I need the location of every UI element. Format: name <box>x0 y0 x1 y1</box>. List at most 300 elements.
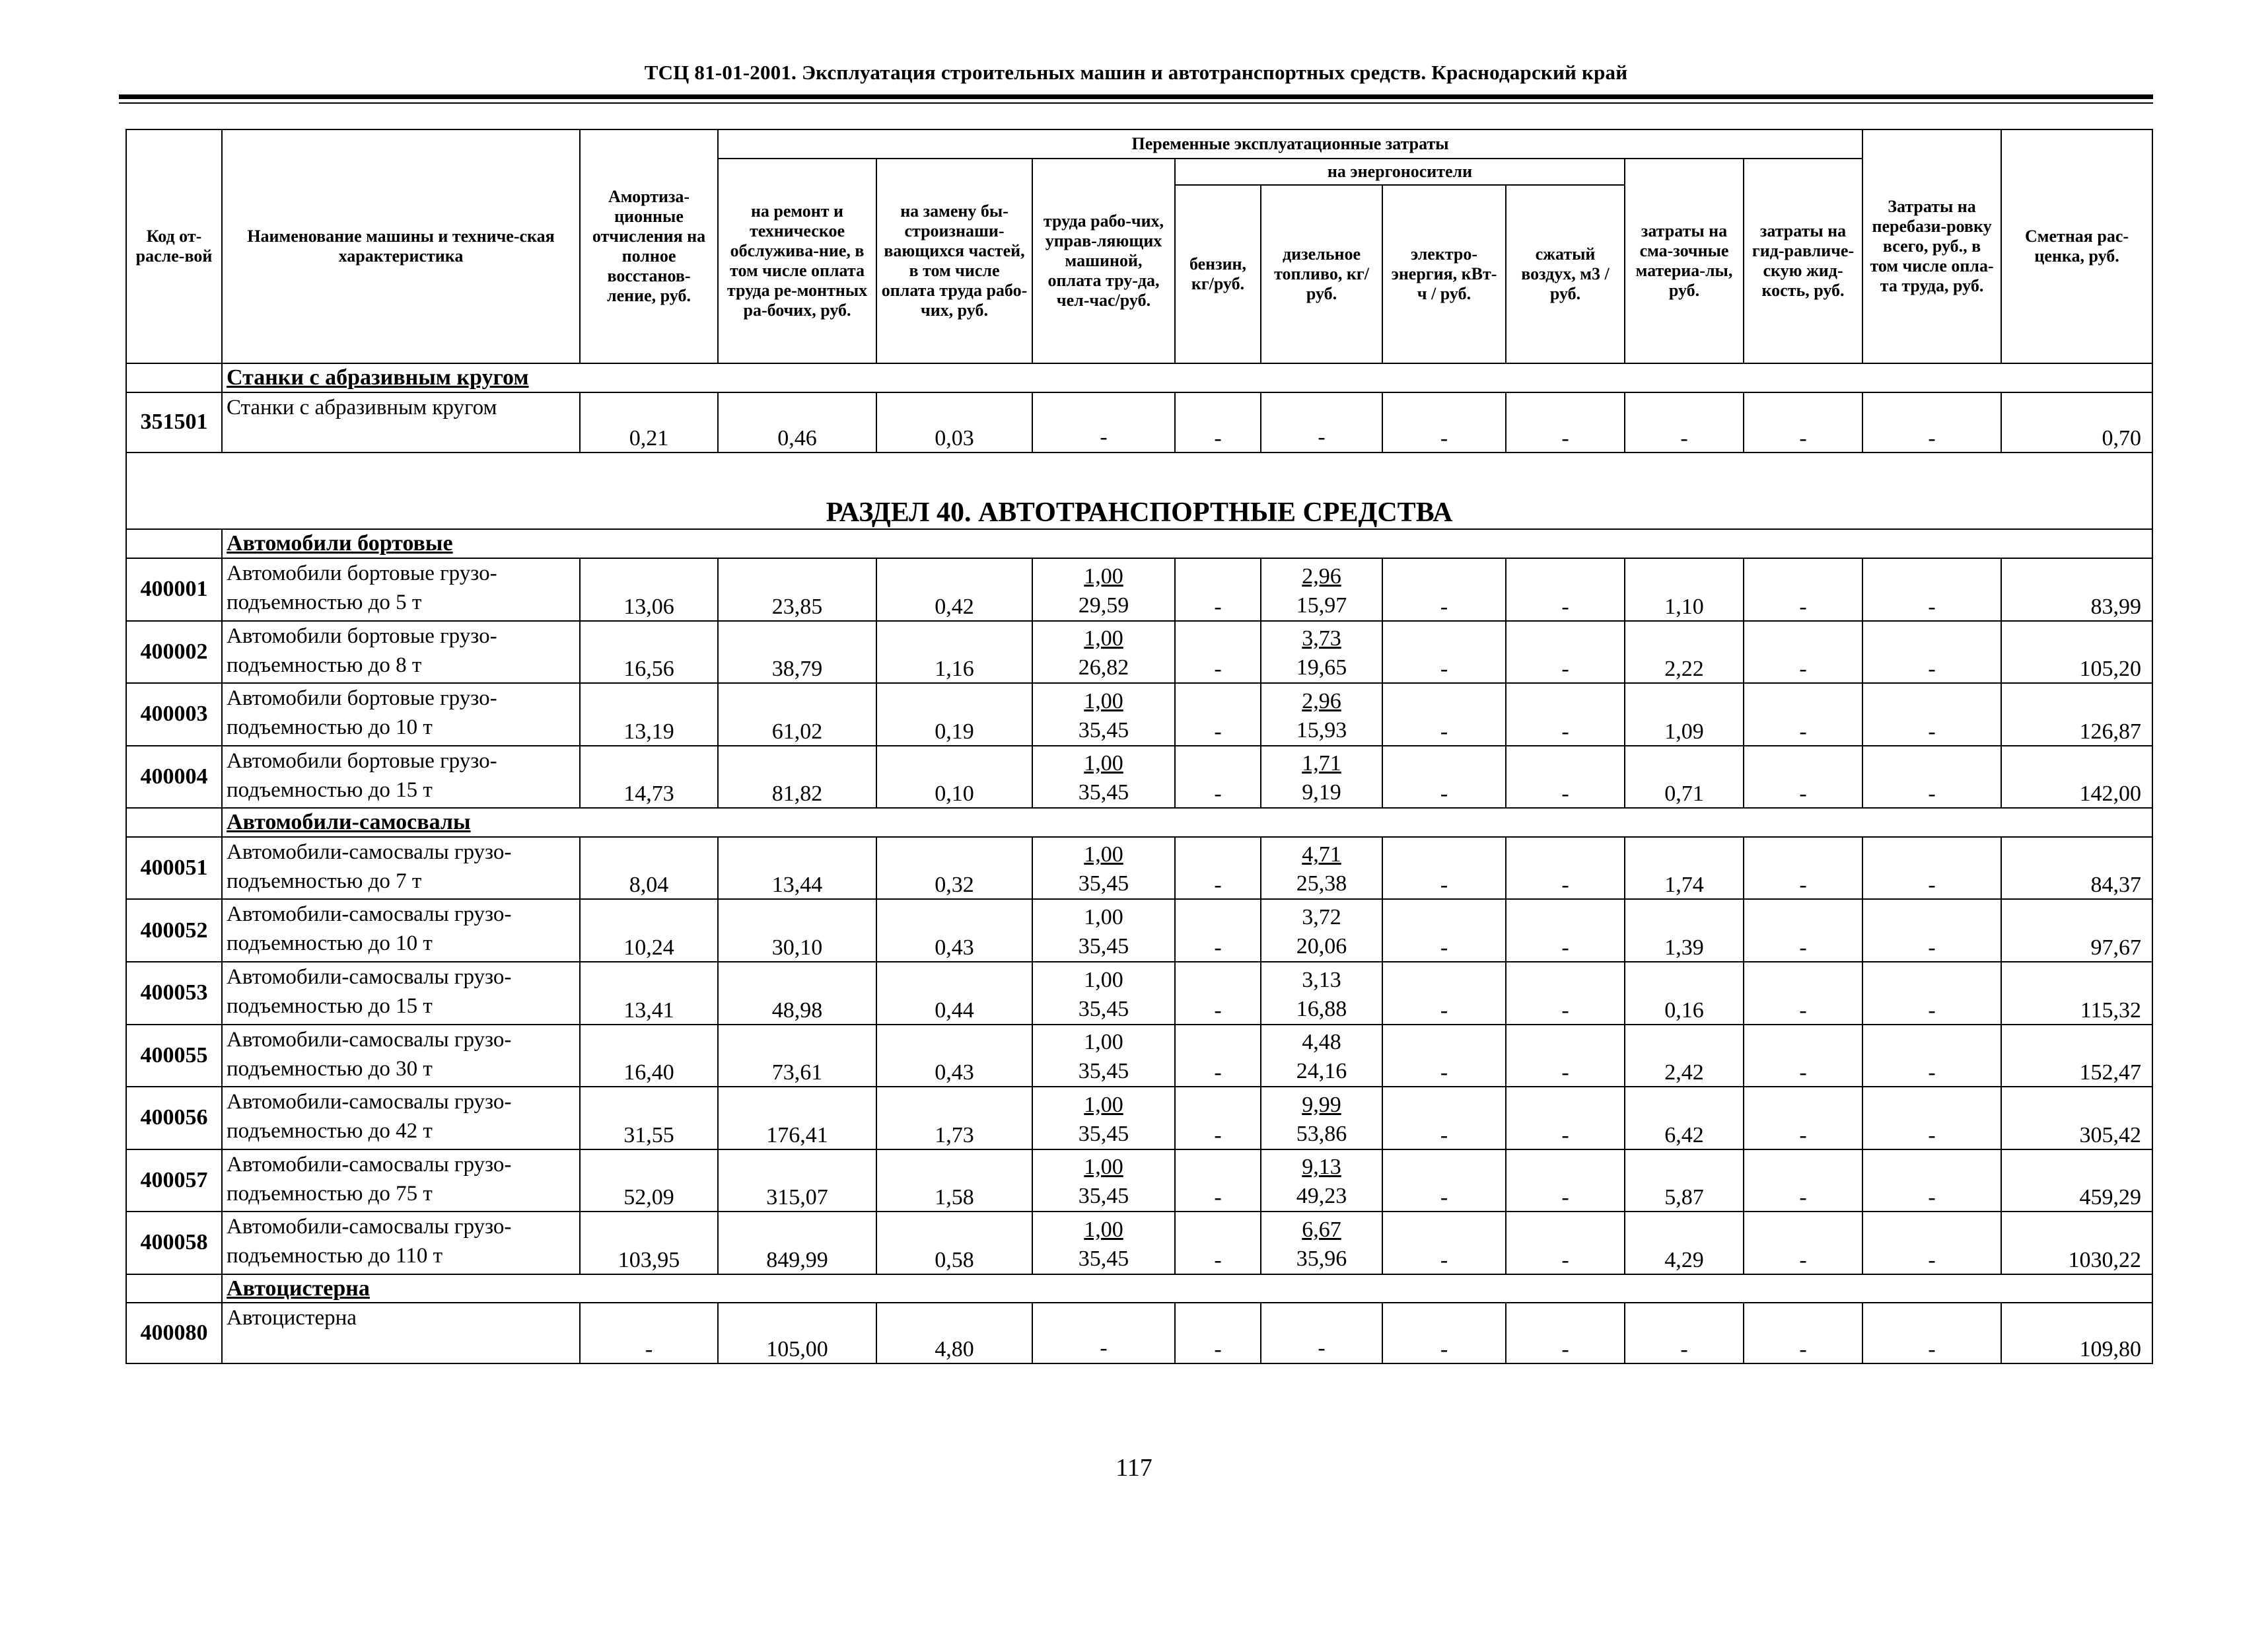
petrol-value: - <box>1175 837 1261 900</box>
estimate-value: 459,29 <box>2001 1149 2152 1212</box>
table-body <box>126 363 2152 1363</box>
diesel-value <box>1261 558 1382 621</box>
amortization-value: 16,40 <box>580 1025 718 1087</box>
labor-value <box>1032 899 1175 962</box>
group-title: Станки с абразивным кругом <box>222 363 2152 392</box>
lubricants-value: 0,16 <box>1625 962 1744 1025</box>
page-number: 117 <box>1116 1454 1152 1482</box>
col-header-relocation: Затраты на перебази-ровку всего, руб., в том числе опла-та труда, руб. <box>1862 129 2001 363</box>
petrol-value: - <box>1175 1149 1261 1212</box>
table-row <box>126 837 2152 900</box>
row-name <box>222 392 580 453</box>
labor-value-cost: 35,45 <box>1078 1059 1129 1084</box>
col-header-air: сжатый воздух, м3 / руб. <box>1506 185 1625 363</box>
electro-value: - <box>1382 1303 1506 1363</box>
electro-value: - <box>1382 621 1506 684</box>
diesel-value <box>1261 621 1382 684</box>
group-title: Автомобили-самосвалы <box>222 808 2152 837</box>
col-header-estimate: Сметная рас-ценка, руб. <box>2001 129 2152 363</box>
lubricants-value: 0,71 <box>1625 746 1744 809</box>
table-row <box>126 899 2152 962</box>
group-header-row <box>126 808 2152 837</box>
row-name <box>222 621 580 684</box>
diesel-value <box>1261 746 1382 809</box>
estimate-value: 0,70 <box>2001 392 2152 453</box>
row-name <box>222 1025 580 1087</box>
labor-value-per-hour: 1,00 <box>1084 688 1123 713</box>
electro-value: - <box>1382 392 1506 453</box>
estimate-value: 97,67 <box>2001 899 2152 962</box>
air-value: - <box>1506 746 1625 809</box>
row-name <box>222 746 580 809</box>
diesel-value <box>1261 837 1382 900</box>
diesel-value <box>1261 683 1382 746</box>
labor-value <box>1032 558 1175 621</box>
air-value: - <box>1506 1303 1625 1363</box>
row-code: 400003 <box>126 683 222 746</box>
parts-value: 0,43 <box>876 899 1032 962</box>
lubricants-value: 2,22 <box>1625 621 1744 684</box>
row-name-line1: Станки с абразивным кругом <box>227 395 497 419</box>
diesel-value-cost: - <box>1318 1336 1326 1360</box>
diesel-value-per-hour: 3,13 <box>1302 967 1341 992</box>
col-header-energy: на энергоносители <box>1175 159 1625 185</box>
electro-value: - <box>1382 837 1506 900</box>
electro-value: - <box>1382 1149 1506 1212</box>
group-code-empty <box>126 529 222 558</box>
section-cell <box>126 453 2152 529</box>
repair-value: 849,99 <box>718 1212 876 1274</box>
hydraulic-value: - <box>1744 558 1862 621</box>
repair-value: 38,79 <box>718 621 876 684</box>
air-value: - <box>1506 1149 1625 1212</box>
col-header-diesel: дизельное топливо, кг/руб. <box>1261 185 1382 363</box>
relocation-value: - <box>1862 558 2001 621</box>
electro-value: - <box>1382 558 1506 621</box>
row-name-line1: Автомобили бортовые грузо- <box>227 562 497 586</box>
diesel-value-cost: 49,23 <box>1296 1184 1347 1209</box>
group-header-row <box>126 363 2152 392</box>
petrol-value: - <box>1175 392 1261 453</box>
hydraulic-value: - <box>1744 1025 1862 1087</box>
table-row <box>126 746 2152 809</box>
table-row <box>126 962 2152 1025</box>
amortization-value: 0,21 <box>580 392 718 453</box>
labor-value-cost: 35,45 <box>1078 780 1129 805</box>
diesel-value <box>1261 899 1382 962</box>
repair-value: 176,41 <box>718 1087 876 1149</box>
diesel-value-per-hour: 4,71 <box>1302 842 1341 867</box>
parts-value: 0,42 <box>876 558 1032 621</box>
labor-value <box>1032 1303 1175 1363</box>
amortization-value: 13,06 <box>580 558 718 621</box>
repair-value: 48,98 <box>718 962 876 1025</box>
electro-value: - <box>1382 962 1506 1025</box>
relocation-value: - <box>1862 837 2001 900</box>
diesel-value-per-hour: 6,67 <box>1302 1217 1341 1242</box>
table-row <box>126 1025 2152 1087</box>
parts-value: 0,03 <box>876 392 1032 453</box>
row-name-line1: Автомобили-самосвалы грузо- <box>227 1152 512 1177</box>
col-header-name: Наименование машины и техниче-ская характеристика <box>222 129 580 363</box>
group-code-empty <box>126 1274 222 1303</box>
row-code: 400004 <box>126 746 222 809</box>
petrol-value: - <box>1175 1087 1261 1149</box>
labor-value <box>1032 837 1175 900</box>
repair-value: 105,00 <box>718 1303 876 1363</box>
electro-value: - <box>1382 1212 1506 1274</box>
electro-value: - <box>1382 1025 1506 1087</box>
labor-value-per-hour: 1,00 <box>1084 1217 1123 1242</box>
labor-value-cost: 35,45 <box>1078 1121 1129 1146</box>
estimate-value: 305,42 <box>2001 1087 2152 1149</box>
row-code: 400052 <box>126 899 222 962</box>
petrol-value: - <box>1175 899 1261 962</box>
air-value: - <box>1506 837 1625 900</box>
labor-value <box>1032 621 1175 684</box>
repair-value: 0,46 <box>718 392 876 453</box>
row-name <box>222 962 580 1025</box>
table-row <box>126 683 2152 746</box>
relocation-value: - <box>1862 392 2001 453</box>
air-value: - <box>1506 558 1625 621</box>
repair-value: 13,44 <box>718 837 876 900</box>
amortization-value: 10,24 <box>580 899 718 962</box>
row-name-line1: Автомобили-самосвалы грузо- <box>227 965 512 990</box>
parts-value: 1,16 <box>876 621 1032 684</box>
diesel-value <box>1261 962 1382 1025</box>
parts-value: 0,58 <box>876 1212 1032 1274</box>
lubricants-value: - <box>1625 392 1744 453</box>
labor-value-cost: 35,45 <box>1078 934 1129 959</box>
labor-value <box>1032 1025 1175 1087</box>
hydraulic-value: - <box>1744 621 1862 684</box>
labor-value <box>1032 683 1175 746</box>
header-rule-thin <box>119 102 2153 104</box>
relocation-value: - <box>1862 621 2001 684</box>
lubricants-value: 1,10 <box>1625 558 1744 621</box>
hydraulic-value: - <box>1744 683 1862 746</box>
col-header-lubricants: затраты на сма-зочные материа-лы, руб. <box>1625 159 1744 363</box>
diesel-value <box>1261 1303 1382 1363</box>
diesel-value <box>1261 1025 1382 1087</box>
labor-value-per-hour: 1,00 <box>1084 905 1123 930</box>
repair-value: 30,10 <box>718 899 876 962</box>
amortization-value: 52,09 <box>580 1149 718 1212</box>
row-name-line2: подъемностью до 15 т <box>227 994 433 1019</box>
repair-value: 315,07 <box>718 1149 876 1212</box>
amortization-value: 13,19 <box>580 683 718 746</box>
row-code: 400002 <box>126 621 222 684</box>
hydraulic-value: - <box>1744 837 1862 900</box>
air-value: - <box>1506 899 1625 962</box>
table-row <box>126 558 2152 621</box>
parts-value: 0,44 <box>876 962 1032 1025</box>
row-name-line1: Автомобили бортовые грузо- <box>227 624 497 648</box>
group-title: Автоцистерна <box>222 1274 2152 1303</box>
parts-value: 0,32 <box>876 837 1032 900</box>
relocation-value: - <box>1862 1303 2001 1363</box>
labor-value <box>1032 1087 1175 1149</box>
labor-value-cost: 35,45 <box>1078 717 1129 743</box>
parts-value: 0,10 <box>876 746 1032 809</box>
diesel-value-per-hour: 3,73 <box>1302 626 1341 651</box>
labor-value-per-hour: 1,00 <box>1084 751 1123 776</box>
relocation-value: - <box>1862 1149 2001 1212</box>
hydraulic-value: - <box>1744 962 1862 1025</box>
row-name <box>222 1212 580 1274</box>
table-row <box>126 1303 2152 1363</box>
air-value: - <box>1506 392 1625 453</box>
row-name-line2: подъемностью до 8 т <box>227 653 422 677</box>
col-header-parts: на замену бы-строизнаши-вающихся частей, в том числе оплата труда рабо-чих, руб. <box>876 159 1032 363</box>
electro-value: - <box>1382 683 1506 746</box>
air-value: - <box>1506 1025 1625 1087</box>
labor-value-cost: 35,45 <box>1078 871 1129 896</box>
air-value: - <box>1506 621 1625 684</box>
estimate-value: 142,00 <box>2001 746 2152 809</box>
diesel-value-cost: 24,16 <box>1296 1059 1347 1084</box>
row-name-line1: Автомобили бортовые грузо- <box>227 748 497 773</box>
row-code: 400053 <box>126 962 222 1025</box>
amortization-value: 103,95 <box>580 1212 718 1274</box>
diesel-value-cost: 53,86 <box>1296 1121 1347 1146</box>
estimate-value: 126,87 <box>2001 683 2152 746</box>
col-header-code: Код от-расле-вой <box>126 129 222 363</box>
diesel-value-per-hour: 4,48 <box>1302 1030 1341 1055</box>
petrol-value: - <box>1175 1025 1261 1087</box>
col-header-electro: электро-энергия, кВт-ч / руб. <box>1382 185 1506 363</box>
row-name <box>222 1149 580 1212</box>
lubricants-value: 1,74 <box>1625 837 1744 900</box>
col-header-labor: труда рабо-чих, управ-ляющих машиной, оплата тру-да, чел-час/руб. <box>1032 159 1175 363</box>
labor-value-per-hour: 1,00 <box>1084 842 1123 867</box>
relocation-value: - <box>1862 899 2001 962</box>
repair-value: 73,61 <box>718 1025 876 1087</box>
labor-value-per-hour: 1,00 <box>1084 967 1123 992</box>
estimate-value: 105,20 <box>2001 621 2152 684</box>
row-name <box>222 558 580 621</box>
row-name <box>222 837 580 900</box>
labor-value-cost: - <box>1100 425 1108 450</box>
table-row <box>126 1212 2152 1274</box>
row-code: 400058 <box>126 1212 222 1274</box>
estimate-value: 84,37 <box>2001 837 2152 900</box>
diesel-value-cost: 9,19 <box>1302 780 1341 805</box>
col-header-hydraulic: затраты на гид-равличе-скую жид-кость, руб. <box>1744 159 1862 363</box>
repair-value: 23,85 <box>718 558 876 621</box>
lubricants-value: 2,42 <box>1625 1025 1744 1087</box>
row-name-line2: подъемностью до 7 т <box>227 869 422 893</box>
labor-value-per-hour: 1,00 <box>1084 626 1123 651</box>
row-name-line1: Автоцистерна <box>227 1306 357 1330</box>
relocation-value: - <box>1862 1025 2001 1087</box>
amortization-value: - <box>580 1303 718 1363</box>
table-row <box>126 392 2152 453</box>
row-name-line2: подъемностью до 42 т <box>227 1119 433 1143</box>
diesel-value-cost: - <box>1318 425 1326 450</box>
parts-value: 0,19 <box>876 683 1032 746</box>
labor-value-per-hour: 1,00 <box>1084 563 1123 589</box>
repair-value: 81,82 <box>718 746 876 809</box>
row-code: 400056 <box>126 1087 222 1149</box>
row-name-line1: Автомобили-самосвалы грузо- <box>227 1027 512 1052</box>
row-name-line2: подъемностью до 15 т <box>227 778 433 802</box>
row-name-line1: Автомобили-самосвалы грузо- <box>227 1090 512 1114</box>
diesel-value-per-hour: 9,99 <box>1302 1092 1341 1117</box>
row-name-line2: подъемностью до 75 т <box>227 1181 433 1206</box>
labor-value-per-hour: 1,00 <box>1084 1030 1123 1055</box>
relocation-value: - <box>1862 962 2001 1025</box>
lubricants-value: 5,87 <box>1625 1149 1744 1212</box>
petrol-value: - <box>1175 1303 1261 1363</box>
parts-value: 1,73 <box>876 1087 1032 1149</box>
col-header-petrol: бензин, кг/руб. <box>1175 185 1261 363</box>
estimate-value: 83,99 <box>2001 558 2152 621</box>
petrol-value: - <box>1175 962 1261 1025</box>
row-name-line2: подъемностью до 5 т <box>227 591 422 615</box>
col-header-amortization: Амортиза-ционные отчисления на полное восстанов-ление, руб. <box>580 129 718 363</box>
row-name <box>222 1303 580 1363</box>
air-value: - <box>1506 962 1625 1025</box>
diesel-value-per-hour: 2,96 <box>1302 563 1341 589</box>
lubricants-value: - <box>1625 1303 1744 1363</box>
row-name-line1: Автомобили-самосвалы грузо- <box>227 840 512 864</box>
relocation-value: - <box>1862 1212 2001 1274</box>
amortization-value: 13,41 <box>580 962 718 1025</box>
labor-value-cost: 26,82 <box>1078 655 1129 680</box>
labor-value-cost: 35,45 <box>1078 1246 1129 1271</box>
petrol-value: - <box>1175 1212 1261 1274</box>
row-name-line1: Автомобили бортовые грузо- <box>227 686 497 711</box>
diesel-value <box>1261 392 1382 453</box>
labor-value-per-hour: 1,00 <box>1084 1092 1123 1117</box>
price-table <box>125 129 2153 1364</box>
page-header-title: ТСЦ 81-01-2001. Эксплуатация строительных машин и автотранспортных средств. Краснодарский край <box>644 61 1628 84</box>
row-name-line2: подъемностью до 110 т <box>227 1244 443 1268</box>
lubricants-value: 1,09 <box>1625 683 1744 746</box>
parts-value: 1,58 <box>876 1149 1032 1212</box>
labor-value <box>1032 1212 1175 1274</box>
row-code: 400057 <box>126 1149 222 1212</box>
row-name-line1: Автомобили-самосвалы грузо- <box>227 902 512 927</box>
diesel-value <box>1261 1212 1382 1274</box>
amortization-value: 14,73 <box>580 746 718 809</box>
amortization-value: 31,55 <box>580 1087 718 1149</box>
air-value: - <box>1506 683 1625 746</box>
lubricants-value: 4,29 <box>1625 1212 1744 1274</box>
lubricants-value: 6,42 <box>1625 1087 1744 1149</box>
group-code-empty <box>126 808 222 837</box>
petrol-value: - <box>1175 683 1261 746</box>
section-title: РАЗДЕЛ 40. АВТОТРАНСПОРТНЫЕ СРЕДСТВА <box>826 497 1453 528</box>
labor-value-cost: - <box>1100 1336 1108 1360</box>
petrol-value: - <box>1175 746 1261 809</box>
row-name-line2: подъемностью до 10 т <box>227 715 433 740</box>
group-header-row <box>126 1274 2152 1303</box>
hydraulic-value: - <box>1744 1303 1862 1363</box>
row-code: 400001 <box>126 558 222 621</box>
row-name <box>222 899 580 962</box>
table-row <box>126 1149 2152 1212</box>
estimate-value: 109,80 <box>2001 1303 2152 1363</box>
labor-value <box>1032 746 1175 809</box>
col-header-repair: на ремонт и техническое обслужива-ние, в том числе оплата труда ре-монтных ра-бочих, руб. <box>718 159 876 363</box>
relocation-value: - <box>1862 1087 2001 1149</box>
row-code: 400080 <box>126 1303 222 1363</box>
parts-value: 0,43 <box>876 1025 1032 1087</box>
hydraulic-value: - <box>1744 899 1862 962</box>
estimate-value: 152,47 <box>2001 1025 2152 1087</box>
air-value: - <box>1506 1212 1625 1274</box>
row-code: 400055 <box>126 1025 222 1087</box>
electro-value: - <box>1382 1087 1506 1149</box>
section-row <box>126 453 2152 529</box>
relocation-value: - <box>1862 683 2001 746</box>
table-row <box>126 621 2152 684</box>
amortization-value: 8,04 <box>580 837 718 900</box>
diesel-value <box>1261 1087 1382 1149</box>
group-code-empty <box>126 363 222 392</box>
lubricants-value: 1,39 <box>1625 899 1744 962</box>
row-name-line1: Автомобили-самосвалы грузо- <box>227 1215 512 1239</box>
col-header-variable-costs: Переменные эксплуатационные затраты <box>718 129 1862 159</box>
labor-value-cost: 29,59 <box>1078 593 1129 618</box>
diesel-value-cost: 16,88 <box>1296 996 1347 1021</box>
petrol-value: - <box>1175 558 1261 621</box>
labor-value <box>1032 962 1175 1025</box>
labor-value-cost: 35,45 <box>1078 996 1129 1021</box>
row-name <box>222 683 580 746</box>
repair-value: 61,02 <box>718 683 876 746</box>
row-name <box>222 1087 580 1149</box>
row-name-line2: подъемностью до 10 т <box>227 931 433 956</box>
group-header-row <box>126 529 2152 558</box>
diesel-value <box>1261 1149 1382 1212</box>
group-title: Автомобили бортовые <box>222 529 2152 558</box>
labor-value-per-hour: 1,00 <box>1084 1155 1123 1180</box>
estimate-value: 115,32 <box>2001 962 2152 1025</box>
row-code: 400051 <box>126 837 222 900</box>
hydraulic-value: - <box>1744 392 1862 453</box>
electro-value: - <box>1382 899 1506 962</box>
parts-value: 4,80 <box>876 1303 1032 1363</box>
diesel-value-cost: 19,65 <box>1296 655 1347 680</box>
diesel-value-cost: 15,97 <box>1296 593 1347 618</box>
table-row <box>126 1087 2152 1149</box>
diesel-value-cost: 35,96 <box>1296 1246 1347 1271</box>
diesel-value-per-hour: 3,72 <box>1302 905 1341 930</box>
hydraulic-value: - <box>1744 1212 1862 1274</box>
hydraulic-value: - <box>1744 1149 1862 1212</box>
air-value: - <box>1506 1087 1625 1149</box>
labor-value-cost: 35,45 <box>1078 1184 1129 1209</box>
header-rule-thick <box>119 94 2153 99</box>
labor-value <box>1032 1149 1175 1212</box>
electro-value: - <box>1382 746 1506 809</box>
diesel-value-cost: 25,38 <box>1296 871 1347 896</box>
diesel-value-cost: 20,06 <box>1296 934 1347 959</box>
diesel-value-per-hour: 9,13 <box>1302 1155 1341 1180</box>
labor-value <box>1032 392 1175 453</box>
relocation-value: - <box>1862 746 2001 809</box>
hydraulic-value: - <box>1744 1087 1862 1149</box>
estimate-value: 1030,22 <box>2001 1212 2152 1274</box>
row-code: 351501 <box>126 392 222 453</box>
diesel-value-cost: 15,93 <box>1296 717 1347 743</box>
amortization-value: 16,56 <box>580 621 718 684</box>
diesel-value-per-hour: 2,96 <box>1302 688 1341 713</box>
